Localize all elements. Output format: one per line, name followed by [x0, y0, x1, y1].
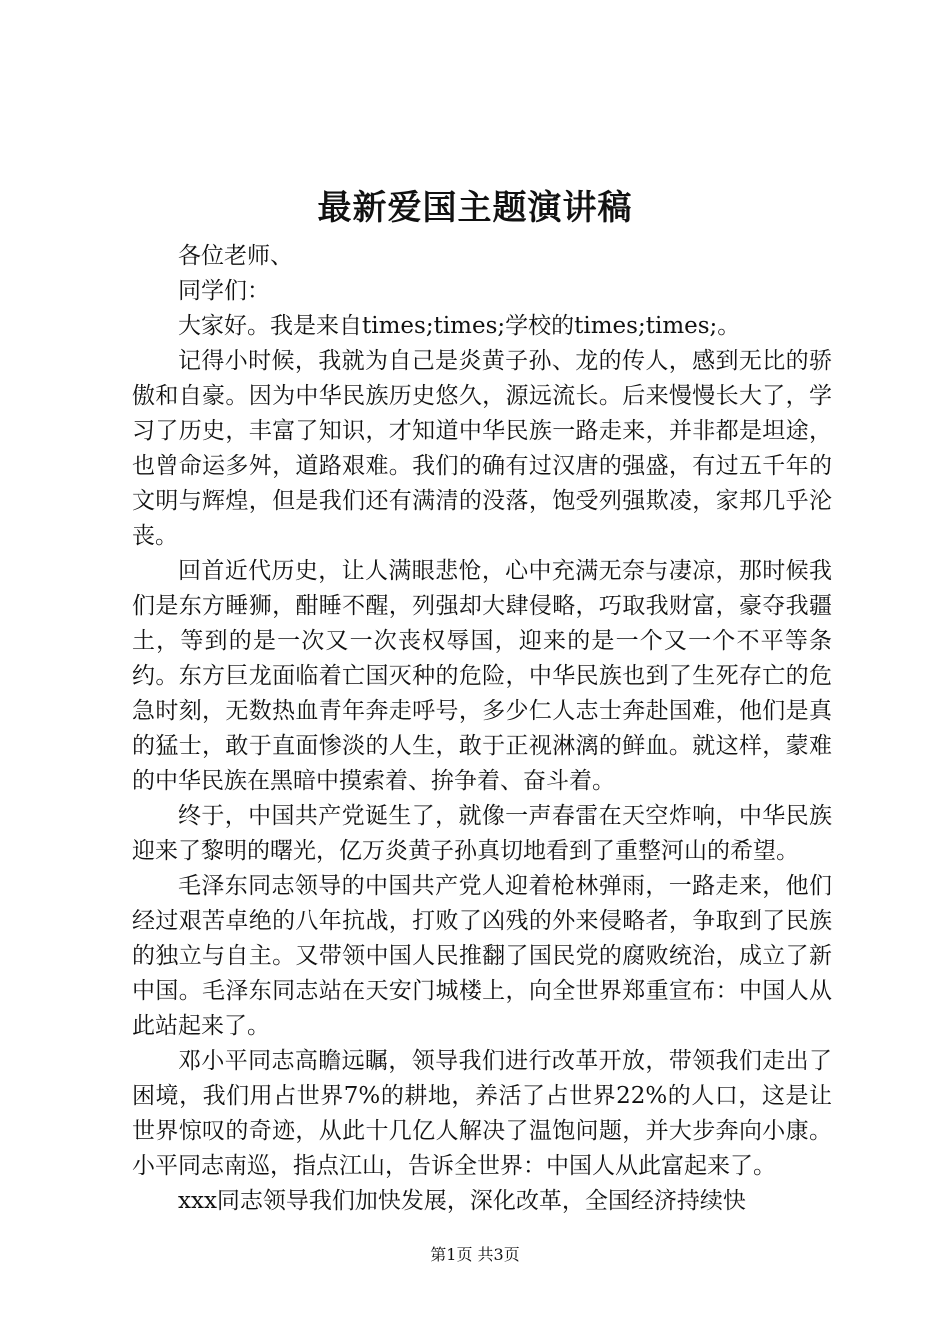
paragraph-party-founding: 终于，中国共产党诞生了，就像一声春雷在天空炸响，中华民族迎来了黎明的曙光，亿万炎黄子孙真切地看到了重整河山的希望。: [132, 803, 832, 864]
document-title: 最新爱国主题演讲稿: [317, 188, 633, 228]
paragraph-deng-xiaoping: 邓小平同志高瞻远瞩，领导我们进行改革开放，带领我们走出了困境，我们用占世界7%的耕地，养活了占世界22%的人口，这是让世界惊叹的奇迹，从此十几亿人解决了温饱问题，并大步奔向小康。小平同志南巡，指点江山，告诉全世界：中国人从此富起来了。: [132, 1048, 832, 1179]
paragraph-continuation: xxx同志领导我们加快发展，深化改革，全国经济持续快: [178, 1188, 746, 1214]
paragraph-mao-zedong: 毛泽东同志领导的中国共产党人迎着枪林弹雨，一路走来，他们经过艰苦卓绝的八年抗战，打败了凶残的外来侵略者，争取到了民族的独立与自主。又带领中国人民推翻了国民党的腐败统治，成立了新中国。毛泽东同志站在天安门城楼上，向全世界郑重宣布：中国人从此站起来了。: [132, 873, 832, 1039]
paragraph-salutation-students: 同学们：: [178, 278, 270, 304]
document-body: [132, 239, 832, 1219]
page-number-footer: 第1页 共3页: [430, 1245, 520, 1264]
paragraph-salutation-teachers: 各位老师、: [178, 243, 293, 269]
paragraph-modern-history: 回首近代历史，让人满眼悲怆，心中充满无奈与凄凉，那时候我们是东方睡狮，酣睡不醒，列强却大肆侵略，巧取我财富，豪夺我疆土，等到的是一次又一次丧权辱国，迎来的是一个又一个不平等条约。东方巨龙面临着亡国灭种的危险，中华民族也到了生死存亡的危急时刻，无数热血青年奔走呼号，多少仁人志士奔赴国难，他们是真的猛士，敢于直面惨淡的人生，敢于正视淋漓的鲜血。就这样，蒙难的中华民族在黑暗中摸索着、拚争着、奋斗着。: [132, 558, 832, 794]
paragraph-childhood: 记得小时候，我就为自己是炎黄子孙、龙的传人，感到无比的骄傲和自豪。因为中华民族历史悠久，源远流长。后来慢慢长大了，学习了历史，丰富了知识，才知道中华民族一路走来，并非都是坦途，也曾命运多舛，道路艰难。我们的确有过汉唐的强盛，有过五千年的文明与辉煌，但是我们还有满清的没落，饱受列强欺凌，家邦几乎沦丧。: [132, 348, 832, 549]
paragraph-greeting: 大家好。我是来自times;times;学校的times;times;。: [178, 313, 741, 339]
